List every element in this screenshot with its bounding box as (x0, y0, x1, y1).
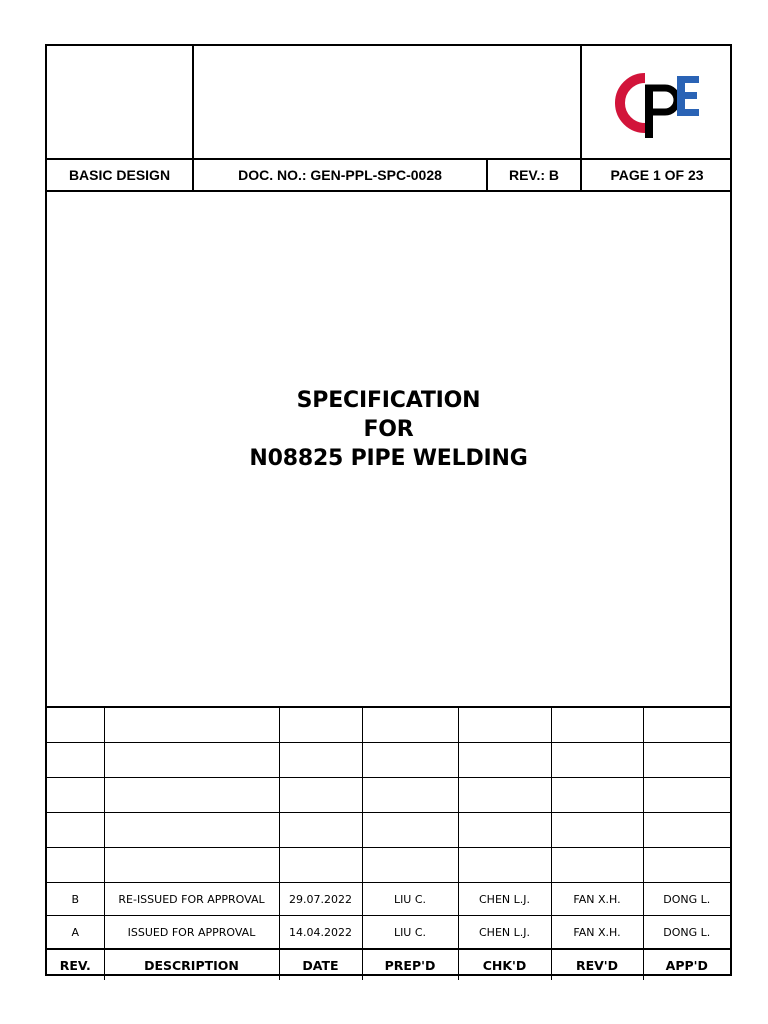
date-cell: 29.07.2022 (279, 883, 362, 916)
header-top (47, 46, 730, 160)
title-line-1: SPECIFICATION (296, 388, 481, 413)
rev-cell: B (47, 883, 104, 916)
table-row (47, 743, 730, 778)
table-row (47, 848, 730, 883)
header-info-row (47, 160, 730, 192)
table-row (47, 707, 730, 743)
column-header-date: DATE (279, 949, 362, 980)
table-row (47, 778, 730, 813)
column-header-description: DESCRIPTION (104, 949, 279, 980)
column-header-prepared: PREP'D (362, 949, 458, 980)
prepared-cell: LIU C. (362, 883, 458, 916)
rev-cell: A (47, 916, 104, 950)
doc-number: DOC. NO.: GEN-PPL-SPC-0028 (238, 167, 442, 183)
table-header-row (47, 949, 730, 980)
column-header-checked: CHK'D (458, 949, 551, 980)
checked-cell: CHEN L.J. (458, 883, 551, 916)
document-frame (45, 44, 732, 976)
header-divider (580, 46, 582, 158)
title-line-2: FOR (363, 417, 414, 442)
document-title (47, 386, 730, 473)
header-divider (192, 46, 194, 158)
title-line-3: N08825 PIPE WELDING (249, 446, 528, 471)
table-row (47, 813, 730, 848)
column-header-approved: APP'D (643, 949, 730, 980)
page-count: PAGE 1 OF 23 (610, 167, 704, 183)
table-row (47, 916, 730, 950)
date-cell: 14.04.2022 (279, 916, 362, 950)
revision-table (47, 706, 730, 976)
reviewed-cell: FAN X.H. (551, 883, 643, 916)
prepared-cell: LIU C. (362, 916, 458, 950)
table-row (47, 883, 730, 916)
column-header-reviewed: REV'D (551, 949, 643, 980)
description-cell: ISSUED FOR APPROVAL (104, 916, 279, 950)
checked-cell: CHEN L.J. (458, 916, 551, 950)
cpe-logo-icon (615, 68, 705, 140)
approved-cell: DONG L. (643, 916, 730, 950)
column-header-rev: REV. (47, 949, 104, 980)
reviewed-cell: FAN X.H. (551, 916, 643, 950)
approved-cell: DONG L. (643, 883, 730, 916)
discipline-label: BASIC DESIGN (68, 167, 171, 183)
revision-label: REV.: B (508, 167, 560, 183)
description-cell: RE-ISSUED FOR APPROVAL (104, 883, 279, 916)
